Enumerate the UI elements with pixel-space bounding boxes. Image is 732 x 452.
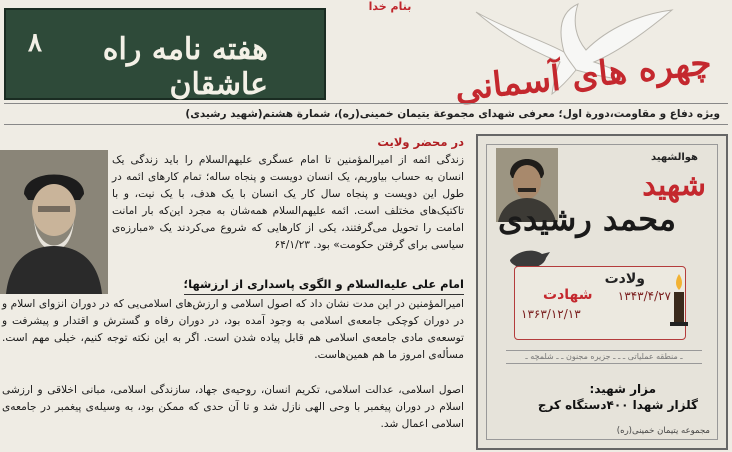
leader-portrait xyxy=(0,150,108,294)
shahid-label: شهید xyxy=(642,168,706,203)
tomb-place: گلزار شهدا ۴۰۰دستگاه کرج xyxy=(537,398,698,412)
birth-date: ۱۳۴۳/۴/۲۷ xyxy=(617,289,671,303)
candle-icon xyxy=(668,272,690,328)
martyr-name: محمد رشیدی xyxy=(498,200,676,238)
paragraph-2: امیرالمؤمنین در این مدت نشان داد که اصول اسلامی و ارزش‌های اسلامی‌یی که در دوران انزوای اسلام و در دوران کوچکی جامعه‌ی اسلامی به وجود آمده بود، در دوران رفاه و گسترش و اقتدار و پیشرفت و توسعه‌ی مادی جامعه‌ی اسلامی هم قابل پیاده شدن است. اگر به این نکته توجه کنیم، خیلی مهم است. مسأله‌ی امروز ما هم همین‌هاست. xyxy=(2,298,464,361)
huwal-shahid-label: هوالشهید xyxy=(650,152,698,163)
paragraph-1: زندگی ائمه از امیرالمؤمنین تا امام عسگری علیهم‌السلام را باید زندگی یک انسان به حساب بیاوریم، یک انسان دویست و پنجاه ساله؛ تمام کارهای ائمه در طول این دویست و پنجاه سال کار یک انسان با یک هدف، با یک نیت، و با تاکتیک‌های مختلف است. ائمه علیهم‌السلام همه‌شان به مجرد این‌که بار امانت امامت را تحویل می‌گرفتند، یکی از کارهایی که شروع می‌کردند یک «مبارزه‌ی سیاسی برای گرفتن حکومت» بود. ۶۴/۱/۲۳ xyxy=(112,154,464,251)
birth-label: ولادت xyxy=(604,271,645,287)
operations-band: ـ منطقه عملیاتی ـ ـ ـ جزیره مجنون ـ ـ شلمچه ـ xyxy=(506,350,702,364)
tomb-label: مزار شهید: xyxy=(589,382,656,396)
article-subtitle: امام علی علیه‌السلام و الگوی پاسداری از ارزشها؛ xyxy=(184,276,464,295)
martyrdom-date: ۱۳۶۳/۱۲/۱۳ xyxy=(521,307,581,321)
section-title: چهره های آسمانی xyxy=(452,42,714,110)
collection-credit: مجموعه یتیمان خمینی(ره) xyxy=(616,426,710,436)
article-title: در محضر ولایت xyxy=(377,135,464,149)
bismillah-text: بنام خدا xyxy=(368,0,412,13)
martyrdom-label: شهادت xyxy=(543,287,593,303)
paragraph-3: اصول اسلامی، عدالت اسلامی، تکریم انسان، روحیه‌ی جهاد، سازندگی اسلامی، مبانی اخلاقی و ارزشی اسلام در دوران پیغمبر با وحی الهی نازل شد و تا آن حدی که ممکن بود، به وسیله‌ی پیغمبر در جامعه‌ی اسلامی اعمال شد. xyxy=(2,384,464,430)
martyr-card xyxy=(476,134,728,450)
issue-number: ۸ xyxy=(28,28,42,58)
person-icon xyxy=(0,150,108,294)
masthead xyxy=(4,8,326,100)
dates-scroll xyxy=(514,266,686,340)
article xyxy=(0,132,470,452)
masthead-title: هفته نامه راه عاشقان xyxy=(102,32,268,102)
issue-subheader: ویژه دفاع و مقاومت،دورة اول؛ معرفی شهدای مجموعة یتیمان خمینی(ره)، شمارة هشتم(شهید رشیدی) xyxy=(4,103,728,125)
